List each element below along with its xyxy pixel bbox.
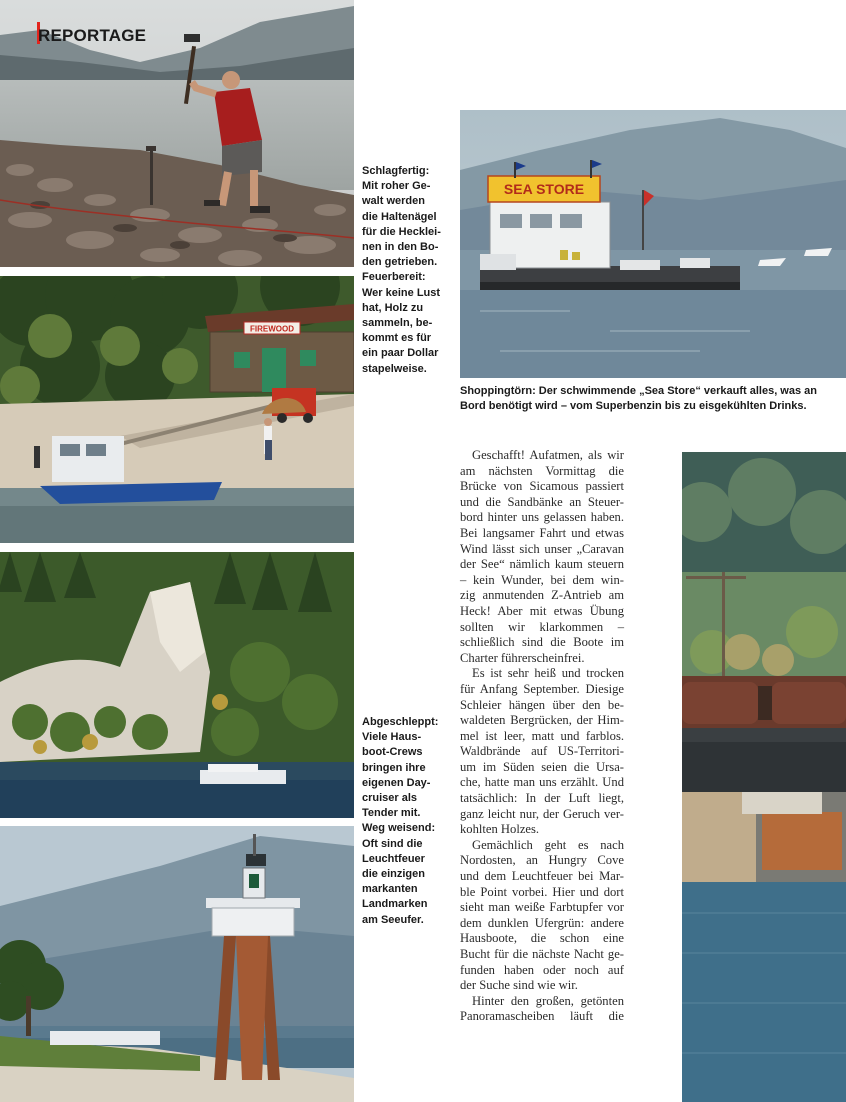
body-line: ble Point vorbei. Hier und dort — [460, 884, 624, 899]
section-label: REPORTAGE — [38, 26, 147, 45]
firewood-sign: FIREWOOD — [250, 324, 294, 334]
body-line: Charter führerscheinfrei. — [460, 650, 585, 665]
sea-store-sign: SEA STORE — [503, 181, 585, 197]
body-line: Wind lässt sich unser „Caravan — [460, 541, 624, 556]
body-line: der Suche sind wie wir. — [460, 978, 578, 993]
body-line: Hausboote, die schon eine — [460, 931, 624, 946]
body-line: waldeten Bergrücken, der Him- — [460, 713, 624, 728]
body-line: und dem Leuchtfeuer bei Mar- — [460, 869, 624, 884]
body-line: Panoramascheiben läuft die — [460, 1009, 624, 1024]
body-line: sieht man weiße Farbtupfer vor — [460, 900, 624, 915]
body-line: Heck! Aber mit etwas Übung — [460, 603, 624, 618]
body-line: Schleier hängen über den be- — [460, 697, 624, 712]
body-line: Gemächlich geht es nach — [472, 837, 624, 852]
body-line: sollten wir klarkommen – — [460, 619, 624, 634]
body-line: und die Sandbänke an Steuer- — [460, 494, 624, 509]
photo-cliff-houseboat — [0, 552, 354, 818]
body-line: bord hinter uns gelassen haben. — [460, 510, 624, 525]
photo-firewood-dock — [0, 276, 354, 543]
body-line: ganz leicht nur, der Geruch ver- — [460, 806, 624, 821]
body-line: funden haben oder noch auf — [460, 962, 624, 977]
body-line: Geschafft! Aufatmen, als wir — [472, 448, 624, 462]
body-line: Waldbrände auf US-Territori- — [460, 744, 624, 759]
body-line: mel ist leer, matt und farblos. — [460, 728, 624, 743]
body-line: Brücke von Sicamous passiert — [460, 479, 624, 494]
body-line: che, hatte man uns erzählt. Und — [460, 775, 624, 790]
body-line: Hinter den großen, getönten — [472, 993, 624, 1008]
body-line: – kein Wunder, bei dem win- — [460, 572, 624, 587]
caption-sea-store: Shoppingtörn: Der schwimmende „Sea Store“ verkauft alles, was an Bord benötigt wird – vom Superbenzin bis zu eisgekühlten Drinks. — [460, 385, 817, 413]
photo-lighthouse — [0, 826, 354, 1102]
body-line: für Anfang September. Diesige — [460, 681, 624, 696]
body-line: Bucht für die nächste Nacht ge- — [460, 947, 624, 961]
body-line: Es ist sehr heiß und trocken — [472, 666, 624, 681]
body-line: zig anmutenden Z-Antrieb am — [460, 588, 624, 603]
caption-side-top: Schlagfertig: Mit roher Ge- walt werden die Haltenägel für die Hecklei- nen in den Bo- den getrieben. Feuerbereit: Wer keine Lust hat, Holz zu sammeln, be- kommt es für ein paar Dollar stapelweise. — [362, 165, 441, 375]
photo-railway-bridge — [682, 452, 846, 1102]
body-line: am nächsten Vormittag die — [460, 463, 624, 478]
body-line: Nordosten, an Hungry Cove — [460, 853, 624, 868]
body-line: der See“ nämlich kaum steuern — [460, 557, 624, 572]
article-body — [460, 448, 624, 1025]
body-line: um im Süden seien die Ursa- — [460, 759, 624, 774]
body-line: tatsächlich: In der Luft liegt, — [460, 791, 624, 806]
body-line: Bei langsamer Fahrt und etwas — [460, 525, 624, 540]
caption-side-bottom: Abgeschleppt: Viele Haus- boot-Crews bringen ihre eigenen Day- cruiser als Tender mit. Weg weisend: Oft sind die Leuchtfeuer die einzigen markanten Landmarken am Seeufer. — [362, 716, 439, 926]
body-line: dem dunklen Ufergrün: andere — [460, 915, 624, 930]
body-line: schließlich sind die Boote im — [460, 635, 624, 650]
body-line: kohlten Holzes. — [460, 822, 540, 837]
photo-sea-store — [460, 110, 846, 378]
